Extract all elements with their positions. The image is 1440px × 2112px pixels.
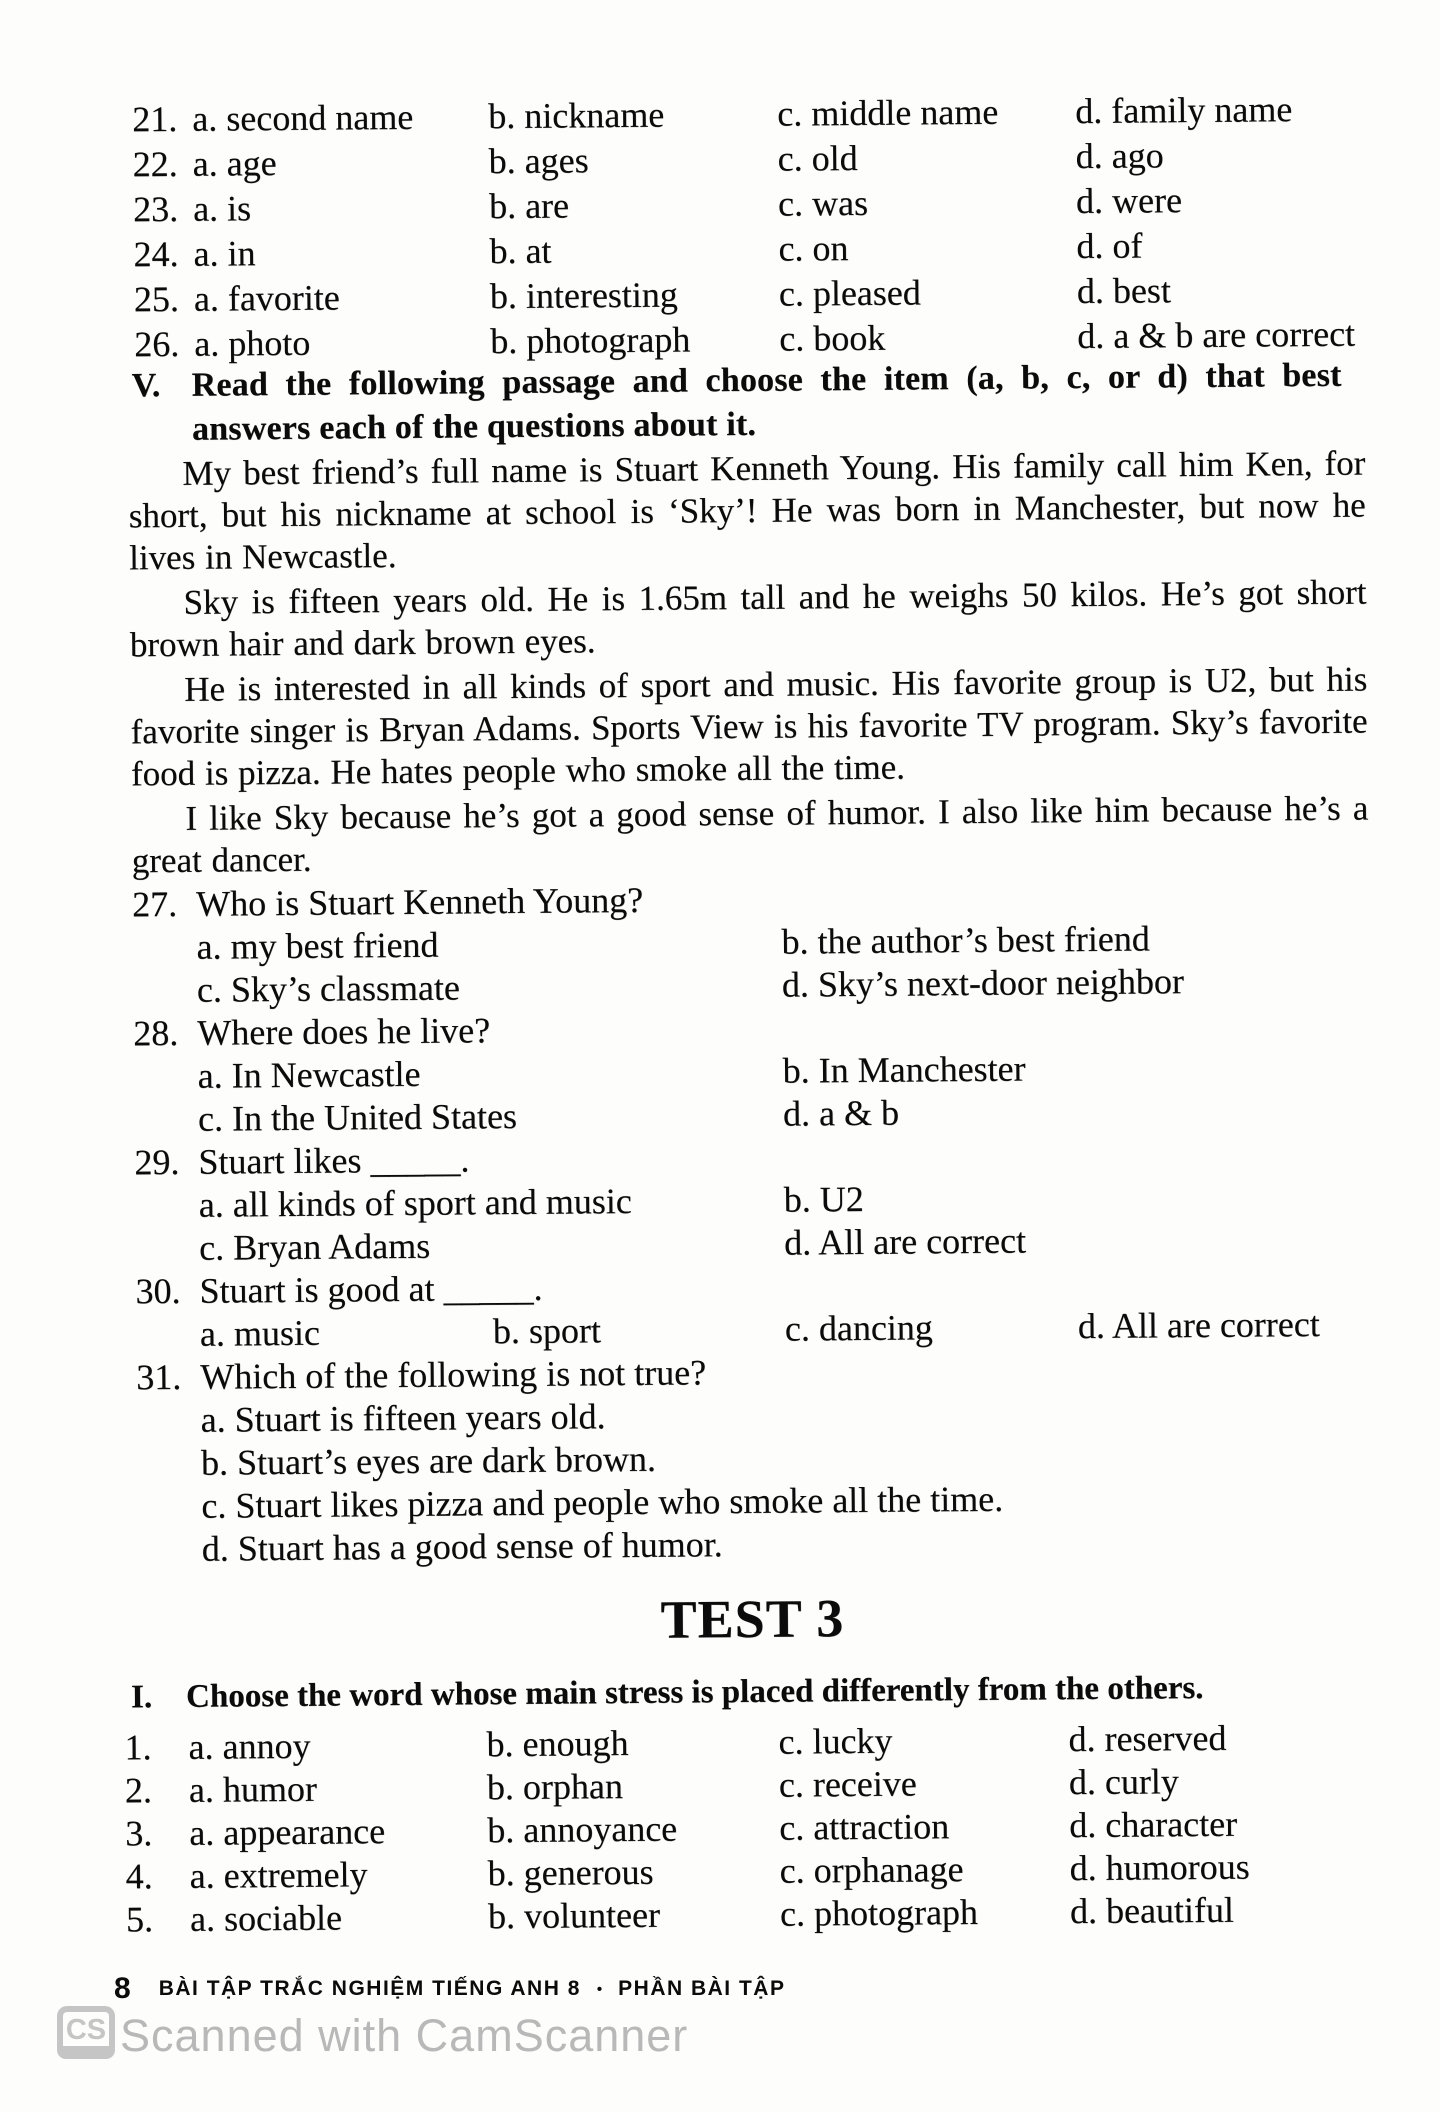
option-a: a. photo xyxy=(194,322,311,364)
section-i-header xyxy=(6,1666,1204,1720)
option-a: a. extremely xyxy=(189,1854,368,1896)
option-d: d. humorous xyxy=(1069,1846,1250,1889)
footer-section-title: PHẦN BÀI TẬP xyxy=(618,1977,786,2000)
option-a: a. favorite xyxy=(193,277,340,319)
test3-title: TEST 3 xyxy=(660,1588,845,1650)
question-number: 23. xyxy=(132,188,179,230)
option-a: a. Stuart is fifteen years old. xyxy=(200,1396,606,1440)
passage-paragraph-3: He is interested in all kinds of sport and music. His favorite group is U2, but his favorite singer is Bryan Adams. Sports View is his favorite TV program. Sky’s favorite food is pizza. He hates people who smoke all the time. xyxy=(130,659,1368,794)
section-v-title: Read the following passage and choose the item (a, b, c, or d) that best answers each of the questions about it. xyxy=(191,356,1342,448)
option-b: b. orphan xyxy=(486,1766,624,1808)
option-a: a. all kinds of sport and music xyxy=(198,1180,632,1225)
option-c: c. Stuart likes pizza and people who smoke all the time. xyxy=(201,1478,1004,1526)
option-d: d. best xyxy=(1076,270,1172,312)
watermark-text: Scanned with CamScanner xyxy=(120,2010,689,2061)
questions-27-31 xyxy=(0,872,1440,1573)
question-number: 31. xyxy=(136,1356,182,1398)
option-a: a. is xyxy=(192,188,252,229)
option-c: c. attraction xyxy=(779,1806,950,1848)
option-c: c. Sky’s classmate xyxy=(196,967,461,1010)
option-b: b. the author’s best friend xyxy=(781,918,1150,962)
option-c: c. old xyxy=(777,137,858,179)
option-d: d. All are correct xyxy=(783,1220,1027,1263)
option-a: a. age xyxy=(192,143,277,184)
option-d: d. character xyxy=(1069,1803,1238,1846)
option-c: c. book xyxy=(779,317,886,359)
option-a: a. music xyxy=(199,1312,321,1354)
questions-21-26 xyxy=(0,86,1434,369)
option-d: d. curly xyxy=(1068,1761,1179,1803)
question-number: 29. xyxy=(134,1141,180,1183)
option-b: b. In Manchester xyxy=(782,1048,1026,1091)
option-b: b. nickname xyxy=(488,94,665,137)
page-footer xyxy=(0,1971,785,2007)
reading-passage xyxy=(128,443,1369,883)
question-number: 21. xyxy=(132,98,178,140)
option-a: a. In Newcastle xyxy=(197,1053,421,1096)
bullet-separator: • xyxy=(596,1980,603,1998)
option-d: d. reserved xyxy=(1068,1717,1227,1760)
option-d: d. family name xyxy=(1075,89,1293,132)
cs-logo-text: CS xyxy=(57,2006,115,2046)
option-c: c. receive xyxy=(778,1763,917,1805)
option-c: c. was xyxy=(777,182,869,224)
option-b: b. volunteer xyxy=(487,1894,661,1937)
option-d: d. were xyxy=(1075,180,1183,222)
option-d: d. ago xyxy=(1075,135,1164,177)
question-number: 30. xyxy=(135,1270,181,1312)
option-b: b. interesting xyxy=(489,274,679,317)
question-number: 2. xyxy=(124,1770,153,1811)
option-b: b. annoyance xyxy=(487,1808,678,1851)
question-number: 25. xyxy=(133,278,180,320)
section-i-label: I. xyxy=(130,1679,153,1716)
option-a: a. sociable xyxy=(189,1897,343,1939)
option-a: a. appearance xyxy=(189,1811,386,1853)
section-v-header xyxy=(0,354,1342,454)
option-b: b. at xyxy=(489,230,552,272)
section-v-label: V. xyxy=(131,367,161,405)
question-number: 4. xyxy=(125,1856,153,1897)
question-number: 22. xyxy=(132,143,178,185)
option-a: a. humor xyxy=(188,1768,318,1810)
question-number: 1. xyxy=(124,1727,152,1768)
question-number: 24. xyxy=(133,233,179,275)
passage-paragraph-1: My best friend’s full name is Stuart Kenneth Young. His family call him Ken, for short, but his nickname at school is ‘Sky’! He was born in Manchester, but now he lives in Newcastle. xyxy=(128,443,1366,578)
questions-1-5 xyxy=(6,1715,1440,1943)
option-c: c. orphanage xyxy=(779,1849,964,1891)
option-a: a. my best friend xyxy=(196,924,439,967)
passage-paragraph-4: I like Sky because he’s got a good sense of humor. I also like him because he’s a great dancer. xyxy=(131,788,1369,881)
option-d: d. a & b xyxy=(782,1092,900,1134)
option-c: c. pleased xyxy=(778,272,921,314)
question-number: 27. xyxy=(131,883,178,925)
book-title: BÀI TẬP TRẮC NGHIỆM TIẾNG ANH 8 xyxy=(158,1977,581,2000)
option-d: d. of xyxy=(1076,225,1143,267)
question-stem: Which of the following is not true? xyxy=(200,1352,707,1397)
question-stem: Stuart is good at _____. xyxy=(199,1267,543,1311)
option-b: b. U2 xyxy=(783,1178,864,1220)
option-d: d. a & b are correct xyxy=(1077,313,1356,357)
option-c: c. In the United States xyxy=(197,1095,518,1139)
question-stem: Who is Stuart Kenneth Young? xyxy=(195,879,644,924)
option-b: b. sport xyxy=(492,1310,602,1352)
option-a: a. annoy xyxy=(188,1725,311,1767)
question-stem: Where does he live? xyxy=(197,1010,491,1053)
passage-paragraph-2: Sky is fifteen years old. He is 1.65m tall and he weighs 50 kilos. He’s got short brown hair and dark brown eyes. xyxy=(129,572,1367,665)
option-c: c. Bryan Adams xyxy=(198,1225,431,1268)
question-number: 5. xyxy=(125,1899,154,1940)
option-b: b. ages xyxy=(488,140,589,182)
option-b: b. enough xyxy=(486,1723,629,1765)
option-d: d. beautiful xyxy=(1069,1889,1235,1932)
option-c: c. on xyxy=(778,228,849,269)
section-i-title: Choose the word whose main stress is placed differently from the others. xyxy=(185,1670,1204,1715)
option-a: a. in xyxy=(193,233,256,274)
option-b: b. Stuart’s eyes are dark brown. xyxy=(200,1438,657,1483)
option-b: b. photograph xyxy=(490,319,691,362)
option-b: b. generous xyxy=(487,1851,654,1894)
option-d: d. Stuart has a good sense of humor. xyxy=(201,1524,723,1569)
option-d: d. Sky’s next-door neighbor xyxy=(781,961,1185,1005)
option-b: b. are xyxy=(488,185,570,227)
option-c: c. photograph xyxy=(779,1891,979,1934)
option-a: a. second name xyxy=(192,96,414,139)
option-d: d. All are correct xyxy=(1077,1303,1320,1347)
question-number: 28. xyxy=(133,1012,179,1054)
page-number: 8 xyxy=(114,1972,131,2005)
option-c: c. dancing xyxy=(784,1307,933,1349)
question-number: 3. xyxy=(125,1813,153,1854)
option-c: c. lucky xyxy=(778,1720,893,1762)
option-c: c. middle name xyxy=(777,91,999,134)
question-number: 26. xyxy=(134,323,180,365)
question-stem: Stuart likes _____. xyxy=(198,1139,470,1182)
